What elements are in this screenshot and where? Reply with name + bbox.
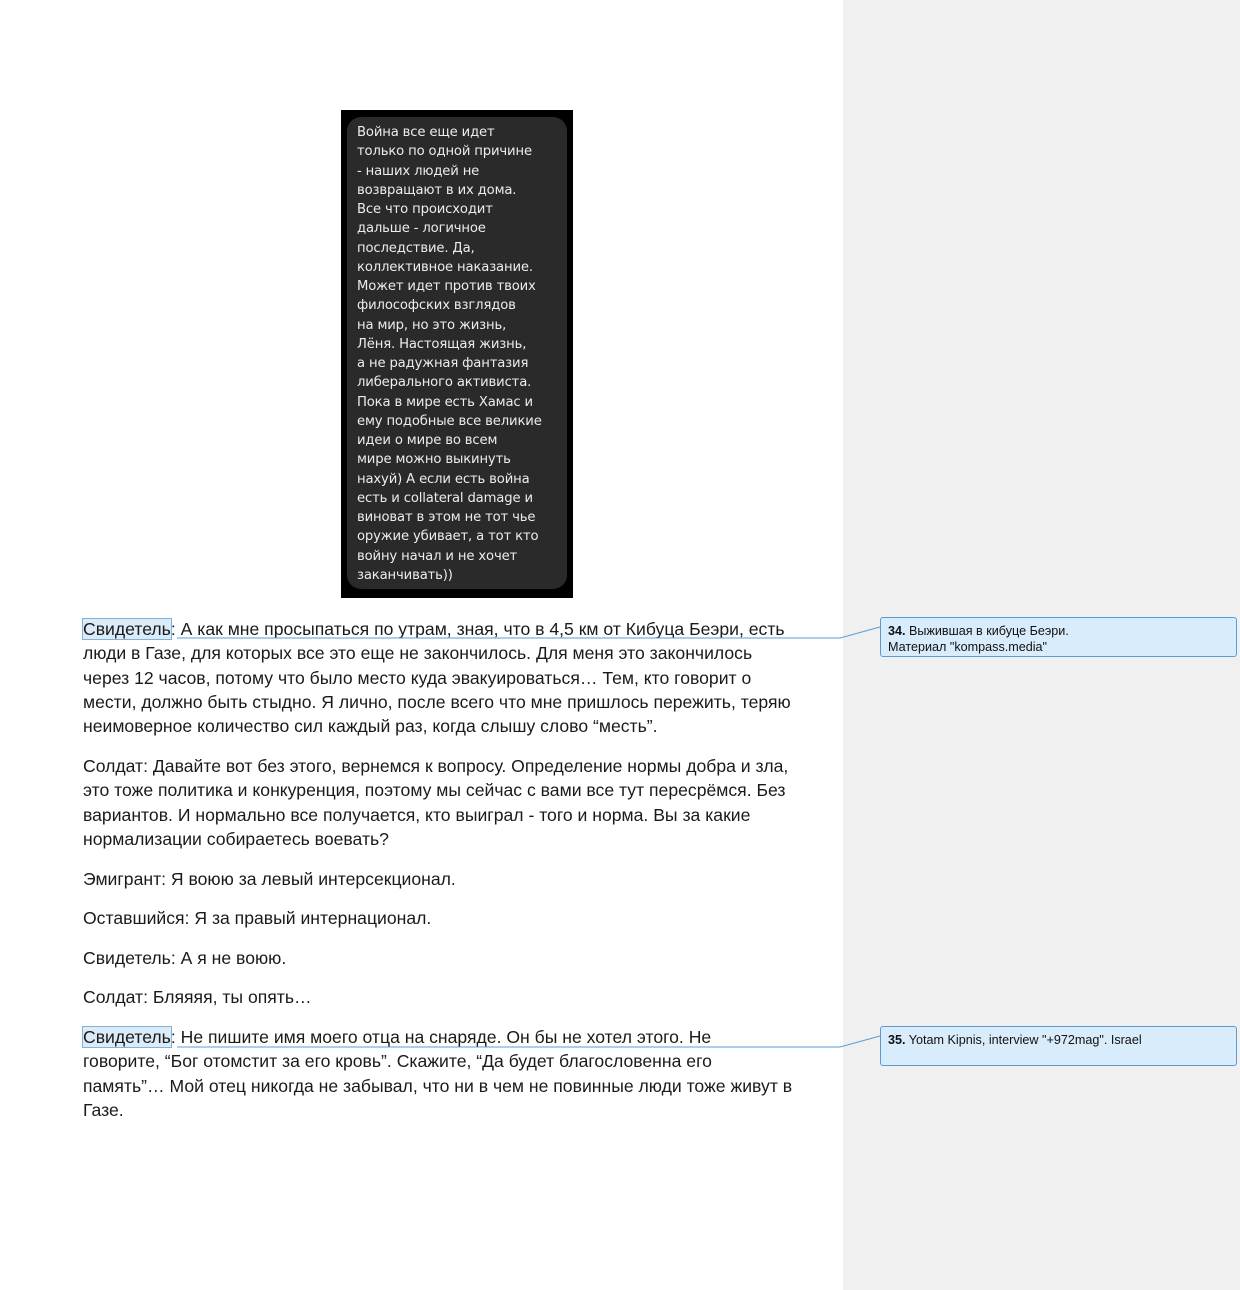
chat-message-line: есть и collateral damage и bbox=[357, 490, 533, 506]
paragraph-witness-3 bbox=[83, 1025, 833, 1122]
chat-message-line: ему подобные все великие bbox=[357, 413, 542, 429]
chat-message-line: Лёня. Настоящая жизнь, bbox=[357, 336, 527, 352]
chat-message-line: философских взглядов bbox=[357, 298, 516, 314]
chat-message-line: виноват в этом не тот чье bbox=[357, 510, 536, 525]
paragraph-line: Эмигрант: Я воюю за левый интерсекционал. bbox=[83, 869, 456, 889]
paragraph-text: : А как мне просыпаться по утрам, зная, что в 4,5 км от Кибуца Беэри, есть bbox=[170, 619, 785, 639]
chat-message-line: войну начал и не хочет bbox=[357, 548, 518, 564]
chat-message-line: возвращают в их дома. bbox=[357, 182, 517, 198]
comment-line bbox=[888, 1032, 1229, 1048]
chat-message-line: Все что происходит bbox=[357, 202, 493, 217]
paragraph-line: это тоже политика и конкуренция, поэтому мы сейчас с вами все тут пересрёмся. Без bbox=[83, 780, 786, 801]
paragraph-remaining bbox=[83, 906, 833, 930]
paragraph-witness-1 bbox=[83, 617, 833, 738]
comment-balloon-34[interactable] bbox=[880, 617, 1237, 657]
comment-number: 35. bbox=[888, 1033, 906, 1047]
paragraph-text: : Не пишите имя моего отца на снаряде. Он бы не хотел этого. Не bbox=[170, 1027, 712, 1047]
paragraph-line: Солдат: Давайте вот без этого, вернемся к вопросу. Определение нормы добра и зла, bbox=[83, 756, 789, 776]
paragraph-line: мести, должно быть стыдно. Я лично, после всего что мне пришлось пережить, теряю bbox=[83, 691, 791, 712]
paragraph-witness-2 bbox=[83, 946, 833, 970]
paragraph-line: неимоверное количество сил каждый раз, когда слышу слово “месть”. bbox=[83, 716, 658, 737]
chat-message-line: заканчивать)) bbox=[357, 567, 453, 583]
chat-message-line: - наших людей не bbox=[357, 163, 480, 179]
embedded-chat-screenshot bbox=[341, 110, 573, 598]
chat-message-line: оружие убивает, а тот кто bbox=[357, 529, 539, 545]
paragraph-soldier-1 bbox=[83, 754, 833, 851]
chat-message-line: коллективное наказание. bbox=[357, 259, 533, 275]
paragraph-line bbox=[83, 1025, 833, 1049]
chat-message-line: либерального активиста. bbox=[357, 375, 532, 391]
paragraph-line: память”… Мой отец никогда не забывал, что ни в чем не повинные люди тоже живут в bbox=[83, 1075, 793, 1096]
chat-message-bubble bbox=[347, 117, 567, 589]
chat-message-line: мире можно выкинуть bbox=[357, 452, 511, 468]
comment-anchor-speaker[interactable]: Свидетель bbox=[83, 619, 171, 639]
paragraph-line: люди в Газе, для которых все это еще не закончилось. Для меня это закончилось bbox=[83, 643, 753, 664]
paragraph-line: Солдат: Бляяяя, ты опять… bbox=[83, 987, 312, 1007]
chat-message-line: дальше - логичное bbox=[357, 221, 486, 237]
chat-message-line: на мир, но это жизнь, bbox=[357, 317, 507, 333]
paragraph-line bbox=[83, 617, 833, 641]
paragraph-line: вариантов. И нормально все получается, кто выиграл - того и норма. Вы за какие bbox=[83, 804, 751, 825]
comment-anchor-speaker[interactable]: Свидетель bbox=[83, 1027, 171, 1047]
chat-message-line: только по одной причине bbox=[357, 144, 532, 160]
comment-number: 34. bbox=[888, 624, 906, 638]
chat-message-line: а не радужная фантазия bbox=[357, 356, 529, 371]
paragraph-line: Газе. bbox=[83, 1099, 124, 1120]
paragraph-line: через 12 часов, потому что было место куда эвакуироваться… Тем, кто говорит о bbox=[83, 667, 752, 688]
paragraph-line: нормализации собираетесь воевать? bbox=[83, 828, 389, 849]
paragraph-line: Свидетель: А я не воюю. bbox=[83, 948, 287, 968]
chat-message-line: нахуй) А если есть война bbox=[357, 471, 530, 487]
comment-balloon-35[interactable] bbox=[880, 1026, 1237, 1066]
comment-text: Yotam Kipnis, interview "+972mag". Israel bbox=[905, 1033, 1142, 1047]
comment-line: Материал "kompass.media" bbox=[888, 640, 1048, 654]
chat-message-line: Война все еще идет bbox=[357, 125, 495, 140]
chat-message-line: идеи о мире во всем bbox=[357, 433, 498, 448]
comment-line bbox=[888, 623, 1229, 639]
chat-message-line: последствие. Да, bbox=[357, 240, 475, 256]
paragraph-line: говорите, “Бог отомстит за его кровь”. Скажите, “Да будет благословенна его bbox=[83, 1051, 712, 1072]
paragraph-line: Оставшийся: Я за правый интернационал. bbox=[83, 908, 432, 928]
chat-message-line: Пока в мире есть Хамас и bbox=[357, 394, 533, 410]
chat-message-line: Может идет против твоих bbox=[357, 279, 536, 294]
paragraph-soldier-2 bbox=[83, 985, 833, 1009]
paragraph-emigrant bbox=[83, 867, 833, 891]
comment-text: Выжившая в кибуце Беэри. bbox=[905, 624, 1069, 638]
